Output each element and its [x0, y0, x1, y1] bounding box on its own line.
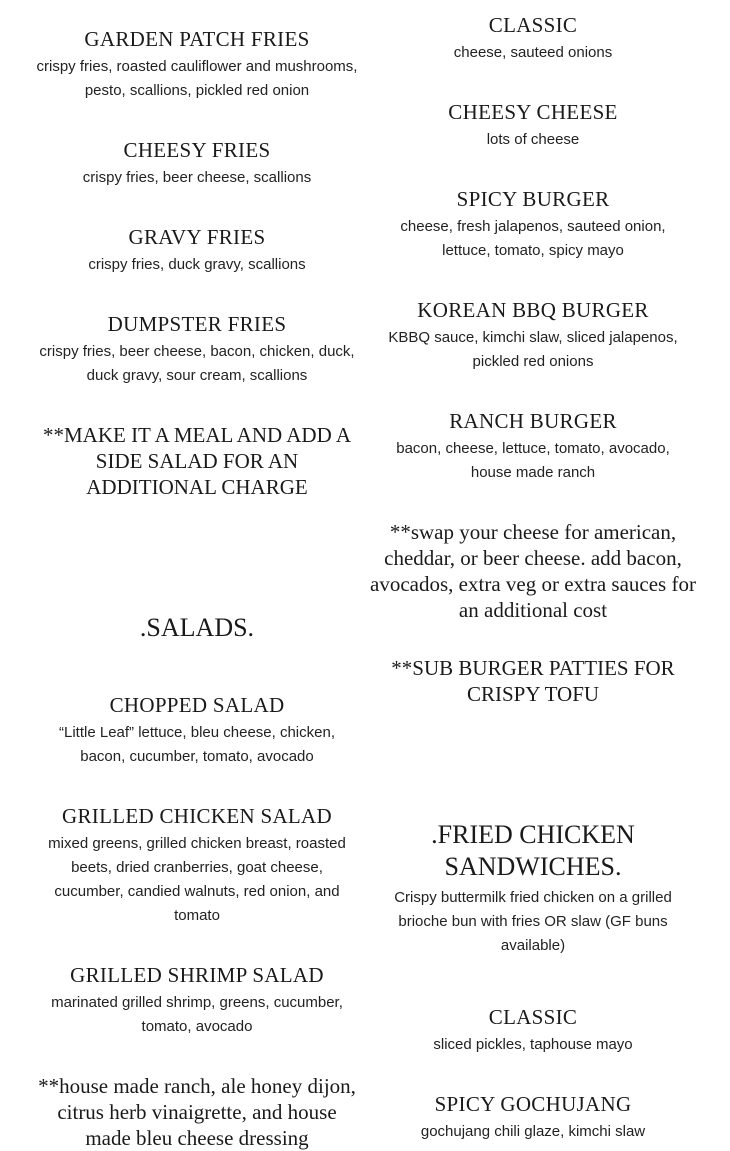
tofu-substitution-note: **SUB BURGER PATTIES FOR CRISPY TOFU	[391, 656, 675, 706]
item-title: GRAVY FRIES	[128, 225, 266, 249]
item-title: CLASSIC	[488, 13, 578, 37]
item-description: marinated grilled shrimp, greens, cucumber, tomato, avocado	[51, 994, 343, 1035]
menu-item-dumpster-fries	[27, 311, 367, 388]
meal-upgrade-note: **MAKE IT A MEAL AND ADD A SIDE SALAD FOR AN ADDITIONAL CHARGE	[42, 423, 352, 499]
item-description: cheese, fresh jalapenos, sauteed onion, lettuce, tomato, spicy mayo	[400, 218, 666, 259]
item-description: “Little Leaf” lettuce, bleu cheese, chicken, bacon, cucumber, tomato, avocado	[59, 724, 335, 765]
fried-chicken-intro: Crispy buttermilk fried chicken on a grilled brioche bun with fries OR slaw (GF buns available)	[394, 889, 672, 954]
item-description: mixed greens, grilled chicken breast, roasted beets, dried cranberries, goat cheese, cucumber, candied walnuts, red onion, and tomato	[48, 835, 346, 924]
item-description: crispy fries, beer cheese, scallions	[82, 169, 312, 186]
salads-section-heading: .SALADS.	[139, 613, 255, 642]
fried-chicken-section-heading: .FRIED CHICKEN SANDWICHES.	[431, 820, 635, 881]
item-title: CLASSIC	[488, 1005, 578, 1029]
menu-item-garden-patch-fries	[27, 26, 367, 103]
menu-item-grilled-shrimp-salad	[27, 962, 367, 1039]
item-description: crispy fries, roasted cauliflower and mushrooms, pesto, scallions, pickled red onion	[36, 58, 358, 99]
menu-item-spicy-gochujang	[363, 1091, 703, 1140]
item-description: sliced pickles, taphouse mayo	[433, 1036, 633, 1053]
item-title: RANCH BURGER	[449, 409, 617, 433]
menu-item-grilled-chicken-salad	[27, 803, 367, 928]
item-description: bacon, cheese, lettuce, tomato, avocado, house made ranch	[396, 440, 670, 481]
menu-item-cheesy-fries	[27, 137, 367, 190]
cheese-swap-note: **swap your cheese for american, cheddar, or beer cheese. add bacon, avocados, extra veg or extra sauces for an additional cost	[370, 520, 696, 622]
menu-item-ranch-burger	[363, 408, 703, 485]
item-description: crispy fries, duck gravy, scallions	[88, 256, 306, 273]
menu-item-spicy-burger	[363, 186, 703, 263]
item-title: DUMPSTER FRIES	[107, 312, 287, 336]
item-title: GRILLED CHICKEN SALAD	[62, 804, 332, 828]
item-title: CHOPPED SALAD	[109, 693, 285, 717]
menu-item-gravy-fries	[27, 224, 367, 277]
menu-item-chopped-salad	[27, 692, 367, 769]
item-description: crispy fries, beer cheese, bacon, chicken, duck, duck gravy, sour cream, scallions	[39, 343, 355, 384]
menu-item-classic-chicken	[363, 1004, 703, 1057]
item-title: CHEESY CHEESE	[448, 100, 618, 124]
item-description: KBBQ sauce, kimchi slaw, sliced jalapenos, pickled red onions	[388, 329, 678, 370]
item-title: CHEESY FRIES	[123, 138, 271, 162]
item-description: gochujang chili glaze, kimchi slaw	[420, 1123, 646, 1140]
dressing-options-note: **house made ranch, ale honey dijon, citrus herb vinaigrette, and house made bleu cheese dressing	[38, 1074, 356, 1150]
item-title: SPICY GOCHUJANG	[434, 1092, 632, 1116]
menu-item-classic-burger	[363, 12, 703, 65]
item-title: SPICY BURGER	[456, 187, 610, 211]
item-description: lots of cheese	[486, 131, 580, 148]
item-title: KOREAN BBQ BURGER	[417, 298, 649, 322]
menu-item-korean-bbq-burger	[363, 297, 703, 374]
menu-item-cheesy-cheese	[363, 99, 703, 152]
item-title: GARDEN PATCH FRIES	[84, 27, 310, 51]
item-description: cheese, sauteed onions	[453, 44, 613, 61]
item-title: GRILLED SHRIMP SALAD	[70, 963, 324, 987]
